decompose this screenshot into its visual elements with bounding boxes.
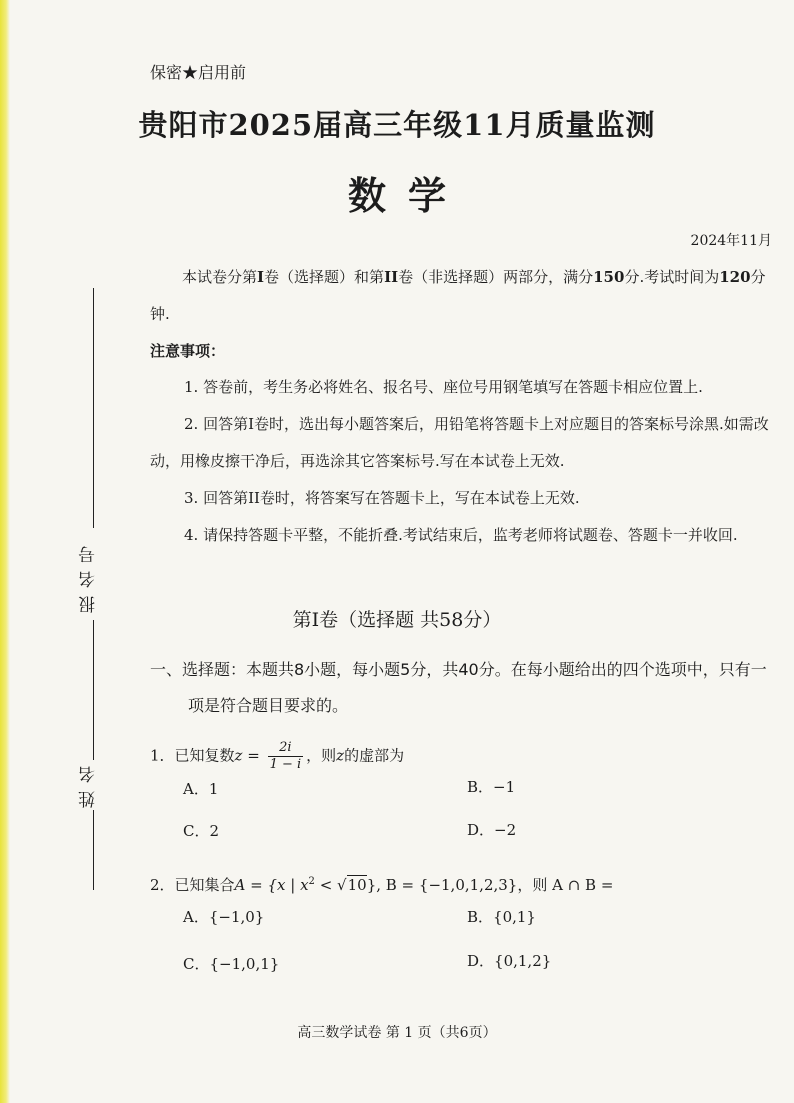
question-2-option-d: D．{0,1,2} — [467, 952, 552, 970]
notice-item: 3. 回答第II卷时，将答案写在答题卡上，写在本试卷上无效. — [184, 489, 580, 507]
part-instructions: 一、选择题：本题共8小题，每小题5分，共40分。在每小题给出的四个选项中，只有一 — [150, 660, 767, 679]
section-title: 第I卷（选择题 共58分） — [292, 609, 502, 631]
notice-item: 4. 请保持答题卡平整，不能折叠.考试结束后，监考老师将试题卷、答题卡一并收回. — [184, 526, 738, 544]
notice-item: 2. 回答第I卷时，选出每小题答案后，用铅笔将答题卡上对应题目的答案标号涂黑.如需改动，用橡皮擦干净后，再选涂其它答案标号.写在本试卷上无效. — [150, 415, 769, 470]
part-instructions-cont: 项是符合题目要求的。 — [188, 696, 349, 715]
question-1-option-a: A．1 — [183, 780, 219, 798]
exam-date: 2024年11月 — [690, 233, 772, 249]
fraction: $\frac{2i}{1 - i}$ — [269, 740, 302, 772]
exam-title: 贵阳市2025届高三年级11月质量监测 — [138, 108, 656, 142]
question-2-option-a: A．{−1,0} — [183, 908, 265, 926]
confidential-mark: 保密★启用前 — [150, 63, 247, 82]
question-2-option-b: B．{0,1} — [467, 908, 536, 926]
question-1-option-b: B．−1 — [467, 778, 516, 796]
subject-title: 数学 — [347, 173, 468, 218]
notice-item: 1. 答卷前，考生务必将姓名、报名号、座位号用钢笔填写在答题卡相应位置上. — [184, 378, 703, 396]
name-line — [93, 620, 94, 760]
registration-number-line — [93, 288, 94, 528]
question-1-option-c: C．2 — [183, 822, 220, 840]
intro-paragraph: 本试卷分第I卷（选择题）和第II卷（非选择题）两部分，满分150分.考试时间为120分钟. — [150, 268, 766, 323]
name-line-lower — [93, 810, 94, 890]
question-2-stem: 2．已知集合A = {x | $x^2 < √10$}, B = {−1,0,1,2,3}，则 A ∩ B = — [150, 876, 614, 894]
notice-title: 注意事项： — [150, 342, 226, 360]
page-footer: 高三数学试卷 第 1 页（共6页） — [297, 1025, 497, 1041]
registration-number-label: 报名号 — [79, 538, 99, 613]
question-1-option-d: D．−2 — [467, 821, 517, 839]
name-label: 姓名 — [79, 758, 99, 808]
question-1-stem: 1．已知复数z = $\frac{2i}{1 - i}$ ，则z的虚部为 — [150, 740, 405, 772]
question-2-option-c: C．{−1,0,1} — [183, 955, 280, 973]
